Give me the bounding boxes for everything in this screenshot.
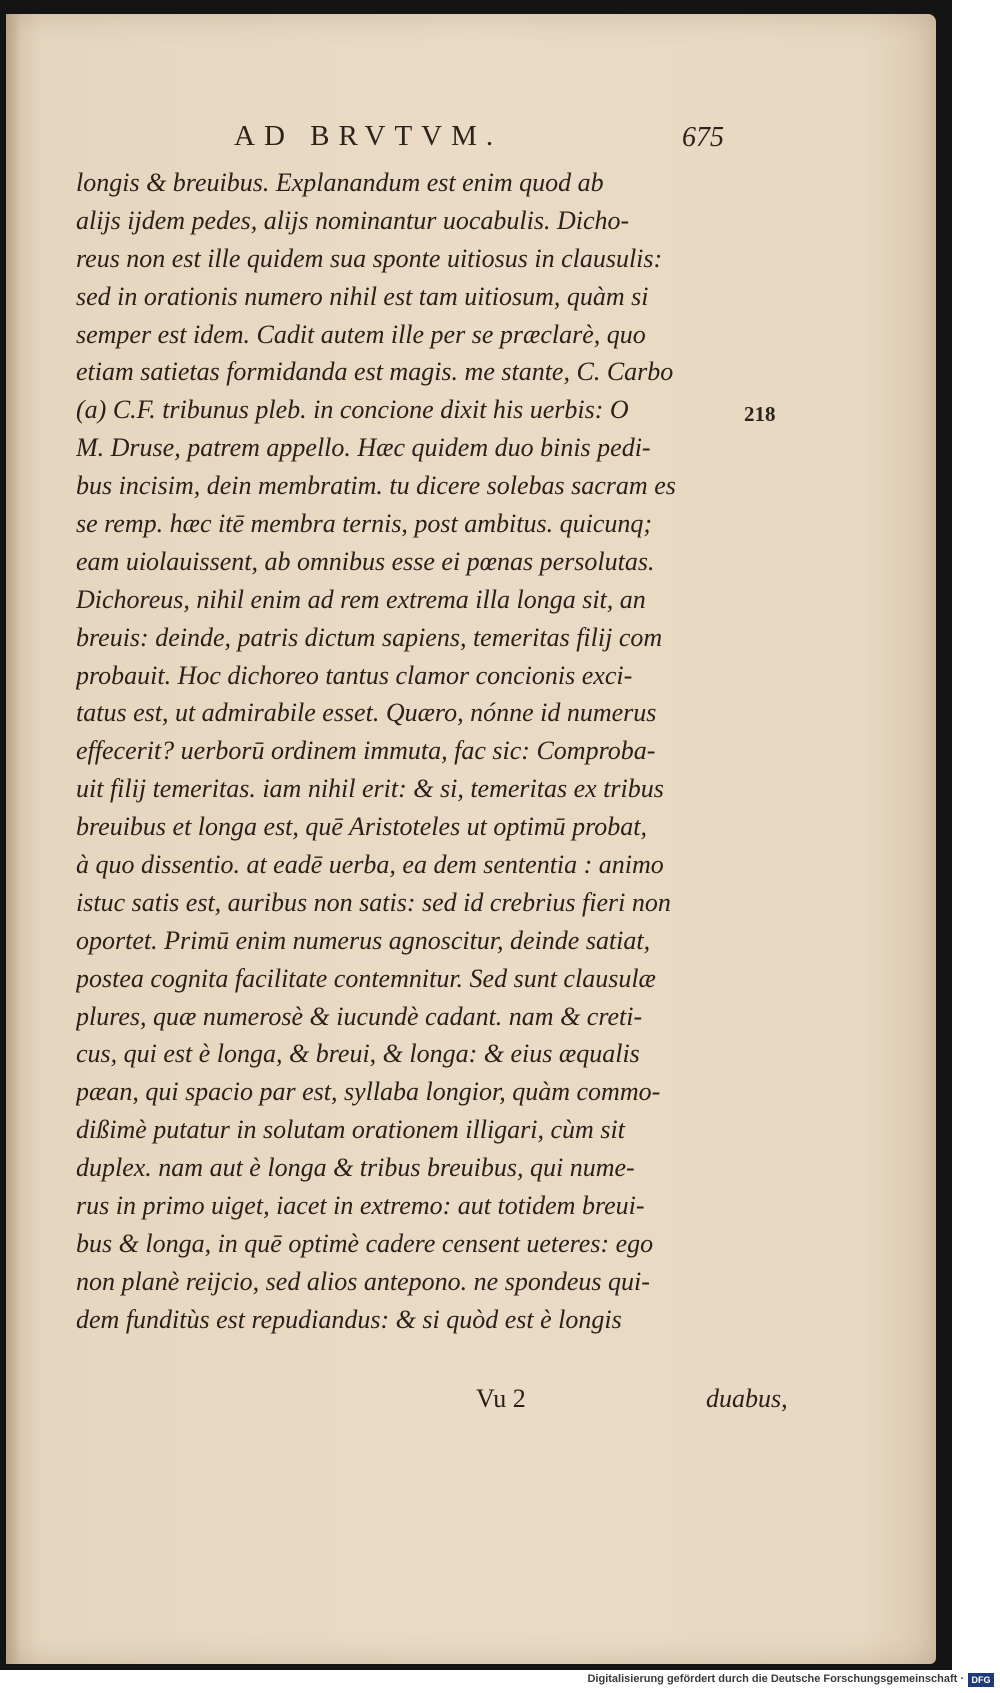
text-line: se remp. hæc itē membra ternis, post ambitus. quicunq; bbox=[76, 509, 653, 539]
text-line: duplex. nam aut è longa & tribus breuibus, qui nume- bbox=[76, 1153, 635, 1183]
running-head: AD BRVTVM. bbox=[234, 120, 503, 152]
text-line: breuis: deinde, patris dictum sapiens, temeritas filij com bbox=[76, 622, 663, 652]
text-line: bus incisim, dein membratim. tu dicere solebas sacram es bbox=[76, 471, 676, 501]
text-line: istuc satis est, auribus non satis: sed id crebrius fieri non bbox=[76, 887, 671, 917]
text-line: pæan, qui spacio par est, syllaba longior, quàm commo- bbox=[76, 1077, 661, 1107]
text-line: rus in primo uiget, iacet in extremo: aut totidem breui- bbox=[76, 1191, 645, 1221]
page-foot bbox=[76, 1384, 788, 1420]
text-line: (a) C.F. tribunus pleb. in concione dixit his uerbis: O bbox=[76, 395, 629, 425]
text-line: breuibus et longa est, quē Aristoteles ut optimū probat, bbox=[76, 812, 648, 842]
text-line: tatus est, ut admirabile esset. Quæro, nónne id numerus bbox=[76, 698, 657, 728]
text-line: Dichoreus, nihil enim ad rem extrema illa longa sit, an bbox=[76, 584, 646, 614]
text-line: etiam satietas formidanda est magis. me stante, C. Carbo bbox=[76, 357, 674, 387]
text-line: dem funditùs est repudiandus: & si quòd est è longis bbox=[76, 1304, 622, 1334]
text-line: bus & longa, in quē optimè cadere censent ueteres: ego bbox=[76, 1228, 654, 1258]
funding-credit: Digitalisierung gefördert durch die Deutsche Forschungsgemeinschaft · bbox=[587, 1673, 964, 1685]
text-line: semper est idem. Cadit autem ille per se præclarè, quo bbox=[76, 319, 646, 349]
footer-bar bbox=[0, 1670, 1000, 1693]
text-line: eam uiolauissent, ab omnibus esse ei pœnas persolutas. bbox=[76, 546, 655, 576]
book-page bbox=[6, 14, 936, 1664]
text-line: reus non est ille quidem sua sponte uitiosus in clausulis: bbox=[76, 243, 663, 273]
text-line: oportet. Primū enim numerus agnoscitur, deinde satiat, bbox=[76, 925, 651, 955]
signature-mark: Vu 2 bbox=[476, 1384, 526, 1413]
text-line: probauit. Hoc dichoreo tantus clamor concionis exci- bbox=[76, 660, 633, 690]
margin-note: 218 bbox=[744, 402, 776, 426]
text-line: à quo dissentio. at eadē uerba, ea dem sententia : animo bbox=[76, 850, 664, 880]
dfg-logo-icon: DFG bbox=[968, 1673, 994, 1687]
page-gutter-shadow bbox=[6, 14, 20, 1664]
text-line: sed in orationis numero nihil est tam uitiosum, quàm si bbox=[76, 281, 649, 311]
text-line: non planè reijcio, sed alios antepono. ne spondeus qui- bbox=[76, 1266, 650, 1296]
text-line: plures, quæ numerosè & iucundè cadant. nam & creti- bbox=[76, 1001, 643, 1031]
text-line: longis & breuibus. Explanandum est enim quod ab bbox=[76, 168, 604, 197]
text-line: effecerit? uerborū ordinem immuta, fac sic: Comproba- bbox=[76, 736, 656, 766]
text-line: alijs ijdem pedes, alijs nominantur uocabulis. Dicho- bbox=[76, 205, 630, 235]
text-line: M. Druse, patrem appello. Hæc quidem duo binis pedi- bbox=[76, 433, 651, 463]
text-line: cus, qui est è longa, & breui, & longa: & eius æqualis bbox=[76, 1039, 640, 1069]
catchword: duabus, bbox=[706, 1384, 788, 1413]
text-line: postea cognita facilitate contemnitur. Sed sunt clausulæ bbox=[76, 963, 656, 993]
body-text bbox=[76, 164, 746, 1339]
text-line: uit filij temeritas. iam nihil erit: & si, temeritas ex tribus bbox=[76, 774, 664, 804]
text-line: dißimè putatur in solutam orationem illigari, cùm sit bbox=[76, 1115, 625, 1145]
page-number: 675 bbox=[682, 122, 724, 153]
